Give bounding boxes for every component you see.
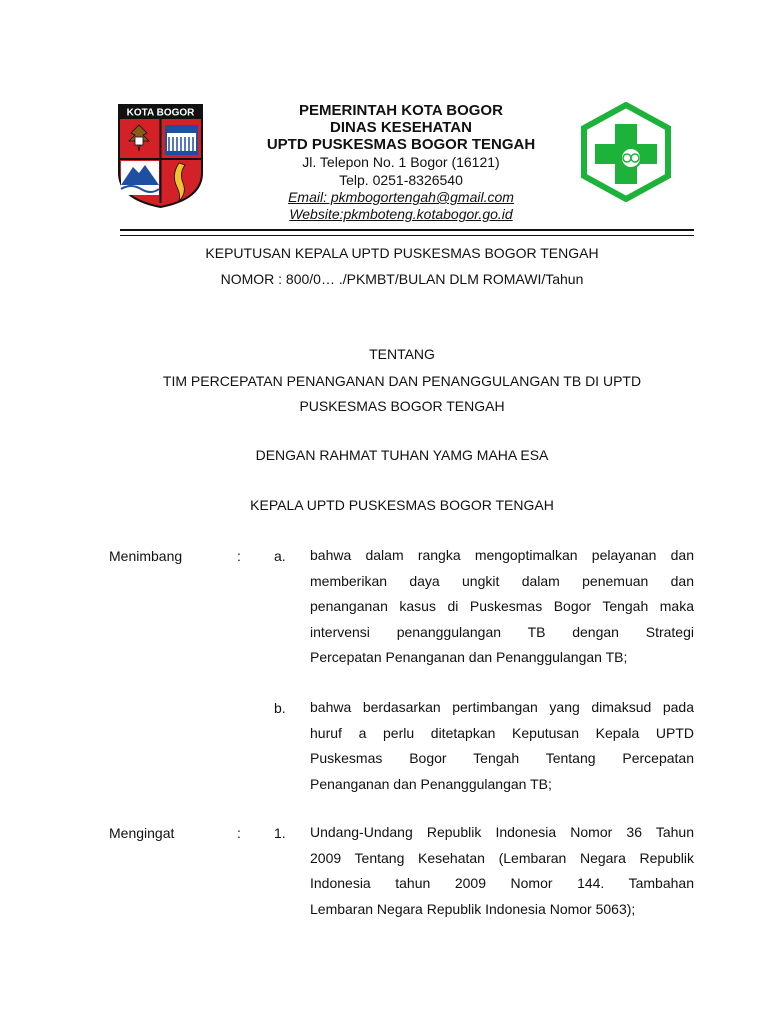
menimbang-item-b	[310, 695, 694, 797]
kota-bogor-coat-of-arms-icon	[117, 103, 204, 209]
clause-line: Percepatan Penanganan dan Penanggulangan TB;	[310, 649, 628, 665]
decree-title: KEPUTUSAN KEPALA UPTD PUSKESMAS BOGOR TENGAH	[205, 245, 599, 261]
agency-name: DINAS KESEHATAN	[330, 119, 472, 136]
logo-left-text: KOTA BOGOR	[126, 107, 195, 119]
letterhead-rule-thin	[120, 235, 694, 236]
clause-line: Lembaran Negara Republik Indonesia Nomor 5063);	[310, 900, 636, 917]
mengingat-item-1-marker: 1.	[274, 825, 286, 841]
menimbang-item-b-marker: b.	[274, 700, 286, 716]
clause-line: bahwa dalam rangka mengoptimalkan pelayanan dan	[310, 547, 694, 563]
mengingat-colon: :	[237, 825, 241, 841]
clause-line: Puskesmas Bogor Tengah Tentang Percepatan	[310, 750, 694, 766]
clause-line: 2009 Tentang Kesehatan (Lembaran Negara Republik	[310, 849, 694, 866]
menimbang-label: Menimbang	[109, 548, 183, 564]
subject-line-2: PUSKESMAS BOGOR TENGAH	[299, 398, 505, 414]
clause-line: bahwa berdasarkan pertimbangan yang dimaksud pada	[310, 699, 694, 715]
phone: Telp. 0251-8326540	[339, 172, 463, 188]
official-title: KEPALA UPTD PUSKESMAS BOGOR TENGAH	[250, 497, 554, 513]
decree-number: NOMOR : 800/0… ./PKMBT/BULAN DLM ROMAWI/Tahun	[220, 271, 584, 287]
menimbang-item-a	[310, 543, 694, 671]
mengingat-label: Mengingat	[109, 825, 175, 841]
clause-line: Undang-Undang Republik Indonesia Nomor 36 Tahun	[310, 824, 694, 840]
website-link[interactable]: Website:pkmboteng.kotabogor.go.id	[289, 206, 513, 222]
tentang-label: TENTANG	[369, 346, 435, 362]
mengingat-item-1	[310, 820, 694, 922]
subject-line-1: TIM PERCEPATAN PENANGANAN DAN PENANGGULANGAN TB DI UPTD	[162, 373, 642, 389]
email-link[interactable]: Email: pkmbogortengah@gmail.com	[288, 189, 514, 205]
clause-line: intervensi penanggulangan TB dengan Strategi	[310, 623, 694, 640]
menimbang-colon: :	[237, 548, 241, 564]
clause-line: penanganan kasus di Puskesmas Bogor Tengah maka	[310, 598, 694, 614]
letterhead-text	[200, 102, 602, 223]
address: Jl. Telepon No. 1 Bogor (16121)	[302, 154, 500, 170]
clause-line: huruf a perlu ditetapkan Keputusan Kepala UPTD	[310, 724, 694, 741]
puskesmas-logo-icon	[579, 102, 673, 202]
government-name: PEMERINTAH KOTA BOGOR	[299, 102, 503, 119]
blessing: DENGAN RAHMAT TUHAN YAMG MAHA ESA	[255, 447, 549, 463]
menimbang-item-a-marker: a.	[274, 548, 286, 564]
clause-line: Indonesia tahun 2009 Nomor 144. Tambahan	[310, 875, 694, 891]
institution-name: UPTD PUSKESMAS BOGOR TENGAH	[266, 136, 536, 153]
clause-line: Penanganan dan Penanggulangan TB;	[310, 775, 552, 792]
letterhead-rule-thick	[120, 229, 694, 231]
clause-line: memberikan daya ungkit dalam penemuan dan	[310, 572, 694, 589]
